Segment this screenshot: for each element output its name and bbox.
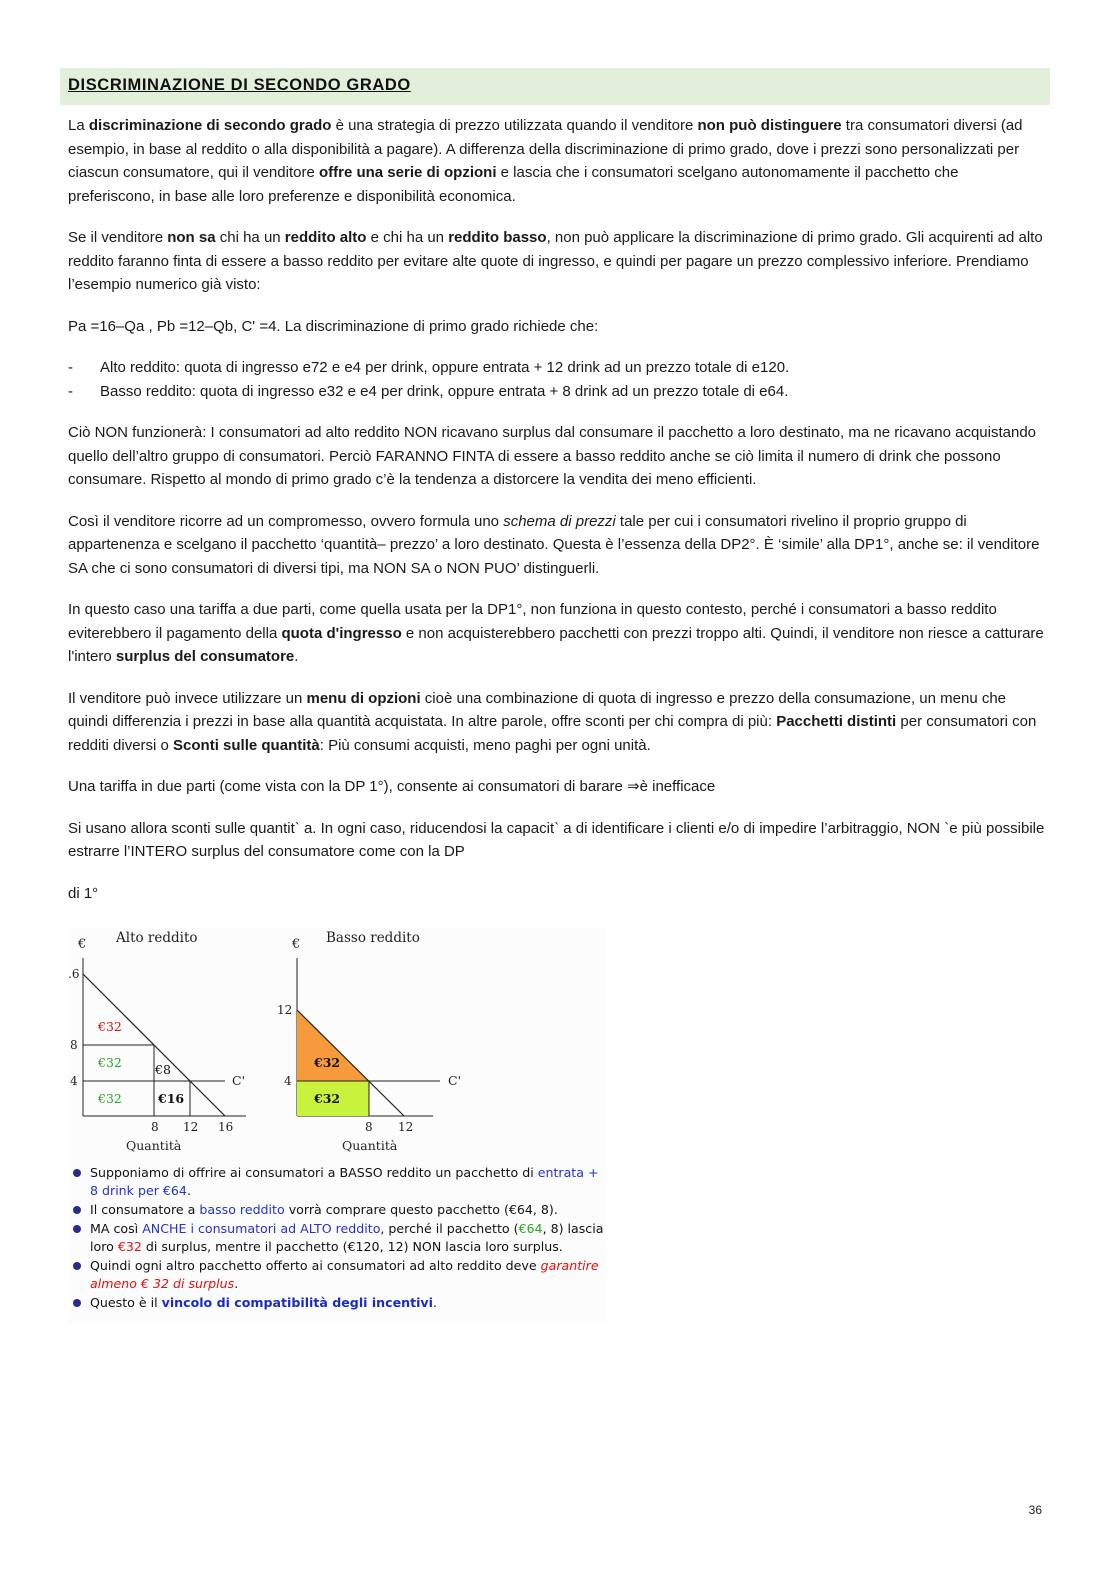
paragraph-inefficient: Una tariffa in due parti (come vista con la DP 1°), consente ai consumatori di barare ⇒è inefficace — [68, 778, 716, 795]
diagram-figure — [68, 928, 606, 1323]
left-ytick: 8 — [70, 1038, 78, 1052]
list-item: MA così ANCHE i consumatori ad ALTO reddito, perché il pacchetto (€64, 8) lascia loro €32 di surplus, mentre il pacchetto (€120, 12) NON lascia loro surplus. — [68, 1220, 606, 1256]
right-mc-label: C' — [448, 1073, 462, 1088]
figure-bullet-list — [68, 1164, 606, 1313]
bullet-dot-icon — [73, 1299, 81, 1307]
surplus-diagram — [68, 928, 606, 1164]
right-ytick: 12 — [277, 1003, 293, 1017]
section-title: DISCRIMINAZIONE DI SECONDO GRADO — [68, 76, 411, 94]
paragraph-dp1: di 1° — [68, 884, 99, 902]
left-xtick: 16 — [218, 1120, 234, 1134]
right-title: Basso reddito — [326, 930, 420, 946]
bullet-dot-icon — [73, 1169, 81, 1177]
dash-list — [68, 356, 1048, 403]
body-text — [68, 114, 1048, 923]
paragraph-demand: Pa =16–Qa , Pb =12–Qb, C' =4. La discriminazione di primo grado richiede che: — [68, 317, 599, 335]
right-y-axis-label: € — [292, 937, 301, 952]
right-xtick: 12 — [398, 1120, 414, 1134]
left-area-label: €32 — [98, 1055, 122, 1070]
right-ytick: 4 — [284, 1074, 292, 1088]
page-number: 36 — [1028, 1503, 1042, 1517]
list-item: Il consumatore a basso reddito vorrà comprare questo pacchetto (€64, 8). — [68, 1201, 606, 1219]
left-x-axis-label: Quantità — [126, 1138, 182, 1153]
left-xtick: 12 — [183, 1120, 199, 1134]
paragraph-quantity-discount: Si usano allora sconti sulle quantit` a. In ogni caso, riducendosi la capacit` a di identificare i clienti e/o di impedire l’arbitraggio, NON `e più possibile estrarre l’INTERO surplus del consumatore come con la DP — [68, 819, 1045, 860]
list-item: Supponiamo di offrire ai consumatori a BASSO reddito un pacchetto di entrata + 8 drink per €64. — [68, 1164, 606, 1200]
left-area-label: €8 — [155, 1062, 171, 1077]
left-mc-label: C' — [232, 1073, 246, 1088]
section-title-bar — [60, 68, 1050, 105]
list-item: - Basso reddito: quota di ingresso e32 e e4 per drink, oppure entrata + 8 drink ad un prezzo totale di e64. — [68, 380, 1048, 404]
left-title: Alto reddito — [116, 930, 198, 946]
left-area-label: €32 — [98, 1019, 122, 1034]
bullet-dot-icon — [73, 1225, 81, 1233]
bullet-dot-icon — [73, 1206, 81, 1214]
right-area-label: €32 — [314, 1055, 341, 1070]
paragraph-two-part-tariff: In questo caso una tariffa a due parti, come quella usata per la DP1°, non funziona in questo contesto, perché i consumatori a basso reddito eviterebbero il pagamento della quota d'ingresso e non acquisterebbero pacchetti con prezzi troppo alti. Quindi, il venditore non riesce a catturare l'intero surplus del consumatore. — [68, 601, 1044, 665]
bullet-dot-icon — [73, 1262, 81, 1270]
left-area-label: €16 — [158, 1091, 185, 1106]
right-x-axis-label: Quantità — [342, 1138, 398, 1153]
left-ytick: .6 — [68, 967, 80, 981]
list-item: Questo è il vincolo di compatibilità degli incentivi. — [68, 1294, 606, 1312]
paragraph-compromise: Così il venditore ricorre ad un compromesso, ovvero formula uno schema di prezzi tale per cui i consumatori rivelino il proprio gruppo di appartenenza e scelgano il pacchetto ‘quantità– prezzo’ a loro destinato. Questa è l’essenza della DP2°. È ‘simile’ alla DP1°, anche se: il venditore SA che ci sono consumatori di diversi tipi, ma NON SA o NON PUO’ distinguerli. — [68, 512, 1040, 577]
paragraph-intro: La discriminazione di secondo grado è una strategia di prezzo utilizzata quando il venditore non può distinguere tra consumatori diversi (ad esempio, in base al reddito o alla disponibilità a pagare). A differenza della discriminazione di primo grado, dove i prezzi sono personalizzati per ciascun consumatore, qui il venditore offre una serie di opzioni e lascia che i consumatori scelgano autonomamente il pacchetto che preferiscono, in base alle loro preferenze e disponibilità economica. — [68, 117, 1023, 205]
paragraph-menu: Il venditore può invece utilizzare un menu di opzioni cioè una combinazione di quota di ingresso e prezzo della consumazione, un menu che quindi differenzia i prezzi in base alla quantità acquistata. In altre parole, offre sconti per chi compra di più: Pacchetti distinti per consumatori con redditi diversi o Sconti sulle quantità: Più consumi acquisti, meno paghi per ogni unità. — [68, 689, 1037, 754]
left-panel — [68, 930, 246, 1153]
right-panel — [277, 930, 461, 1153]
paragraph-not-working: Ciò NON funzionerà: I consumatori ad alto reddito NON ricavano surplus dal consumare il pacchetto a loro destinato, ma ne ricavano acquistando quello dell’altro gruppo di consumatori. Perciò FARANNO FINTA di essere a basso reddito anche se ciò limita il numero di drink che possono consumare. Rispetto al mondo di primo grado c’è la tendenza a distorcere la vendita dei meno efficienti. — [68, 424, 1037, 488]
right-xtick: 8 — [365, 1120, 373, 1134]
left-xtick: 8 — [151, 1120, 159, 1134]
left-y-axis-label: € — [78, 937, 87, 952]
paragraph-income: Se il venditore non sa chi ha un reddito alto e chi ha un reddito basso, non può applicare la discriminazione di primo grado. Gli acquirenti ad alto reddito faranno finta di essere a basso reddito per evitare alte quote di ingresso, e quindi per pagare un prezzo complessivo inferiore. Prendiamo l’esempio numerico già visto: — [68, 229, 1043, 293]
left-area-label: €32 — [98, 1091, 122, 1106]
list-item: - Alto reddito: quota di ingresso e72 e e4 per drink, oppure entrata + 12 drink ad un prezzo totale di e120. — [68, 356, 1048, 380]
left-ytick: 4 — [70, 1074, 78, 1088]
list-item: Quindi ogni altro pacchetto offerto ai consumatori ad alto reddito deve garantire almeno € 32 di surplus. — [68, 1257, 606, 1293]
right-area-label: €32 — [314, 1091, 341, 1106]
